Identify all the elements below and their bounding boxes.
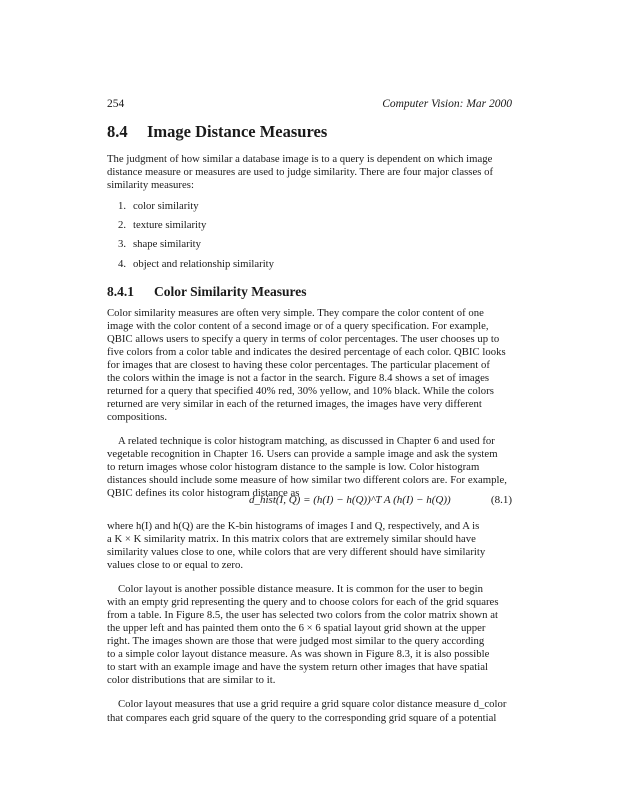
subsection-number: 8.4.1	[107, 284, 134, 299]
subsection-heading	[107, 284, 306, 300]
body-line: to start with an example image and have the system return other images that have spatial	[107, 661, 489, 673]
intro-line: similarity measures:	[107, 179, 194, 191]
list-item: 2. texture similarity	[118, 219, 207, 231]
body-line: right. The images shown are those that were judged most similar to the query according	[107, 635, 485, 647]
list-item: 3. shape similarity	[118, 238, 201, 250]
running-header	[107, 98, 512, 112]
intro-line: distance measure or measures are used to judge similarity. There are four major classes of	[107, 166, 494, 178]
section-title: Image Distance Measures	[147, 122, 328, 141]
body-line: color distributions that are similar to it.	[107, 674, 276, 686]
body-line: vegetable recognition in Chapter 16. Users can provide a sample image and ask the system	[107, 448, 498, 460]
page-number: 254	[107, 98, 125, 110]
body-line: from a table. In Figure 8.5, the user has selected two colors from the color matrix shown at	[107, 609, 498, 621]
body-line: compositions.	[107, 411, 168, 423]
body-line: similarity values close to one, while colors that are very different should have similarity	[107, 546, 486, 558]
body-line: distances should include some measure of how similar two different colors are. For example,	[107, 474, 507, 486]
body-line: Color layout is another possible distance measure. It is common for the user to begin	[118, 583, 483, 595]
subsection-title: Color Similarity Measures	[154, 284, 307, 299]
body-line: for images that are closest to having these color percentages. The particular placement of	[107, 359, 490, 371]
body-line: Color similarity measures are often very simple. They compare the color content of one	[107, 307, 484, 319]
body-line: to return images whose color histogram distance to the sample is low. Color histogram	[107, 461, 480, 473]
body-line: image with the color content of a second image or of a query specification. For example,	[107, 320, 489, 332]
section-heading	[107, 122, 327, 142]
running-title: Computer Vision: Mar 2000	[382, 98, 512, 110]
body-line: A related technique is color histogram matching, as discussed in Chapter 6 and used for	[118, 435, 495, 447]
body-line: to a simple color layout distance measure. As was shown in Figure 8.3, it is also possible	[107, 648, 490, 660]
body-line: returned for a query that specified 40% red, 30% yellow, and 10% black. While the colors	[107, 385, 494, 397]
body-line: QBIC allows users to specify a query in terms of color percentages. The user chooses up to	[107, 333, 500, 345]
body-line: the upper left and has painted them onto the 6 × 6 spatial layout grid shown at the upper	[107, 622, 486, 634]
body-line: QBIC defines its color histogram distance as	[107, 487, 300, 499]
equation-number: (8.1)	[490, 494, 512, 506]
equation-body: d_hist(I, Q) = (h(I) − h(Q))^T A (h(I) − h(Q))	[249, 494, 451, 506]
body-line: values close to or equal to zero.	[107, 559, 244, 571]
body-line: returned are very similar in each of the returned images, the images have very different	[107, 398, 482, 410]
equation-8-1	[107, 494, 512, 510]
body-line: Color layout measures that use a grid require a grid square color distance measure d_color	[118, 698, 507, 710]
section-number: 8.4	[107, 122, 128, 141]
body-line: that compares each grid square of the query to the corresponding grid square of a potential	[107, 712, 497, 724]
list-item: 1. color similarity	[118, 200, 199, 212]
body-line: where h(I) and h(Q) are the K-bin histograms of images I and Q, respectively, and A is	[107, 520, 480, 532]
body-line: a K × K similarity matrix. In this matrix colors that are extremely similar should have	[107, 533, 476, 545]
body-line: with an empty grid representing the query and to choose colors for each of the grid squares	[107, 596, 499, 608]
intro-line: The judgment of how similar a database image is to a query is dependent on which image	[107, 153, 493, 165]
body-line: five colors from a color table and indicates the desired percentage of each color. QBIC looks	[107, 346, 506, 358]
list-item: 4. object and relationship similarity	[118, 258, 274, 270]
body-line: the colors within the image is not a factor in the search. Figure 8.4 shows a set of images	[107, 372, 490, 384]
